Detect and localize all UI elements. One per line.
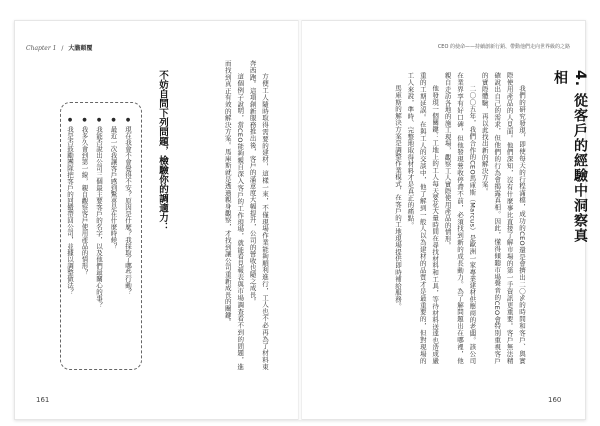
body-paragraph: 方便工人隨時取得需要的建材，這樣一來，不僅現場作業能夠順利進行，工人也不必再為了材料東奔西跑。這項創新服務推出後，客戶的滿意度大幅提升，公司的營收也隨之成長。 [248,60,269,370]
body-paragraph: 馬庫斯的解決方案是調整作業模式，在客戶的工地現場提供即時補給服務。 [393,85,402,310]
part-label: 大膽顛覆 [68,45,93,52]
question-item: ● 我是否鼓勵團隊把客戶的回饋帶回公司，並據以調整做法？ [65,117,76,357]
right-page-number: 160 [548,396,562,404]
left-page-body [155,60,271,370]
question-item: ● 現在我會不會覺得不安？原因是什麼？我採取了哪些行動？ [123,117,134,357]
chapter-number: 1 [52,45,57,52]
body-paragraph: 我們的研究發現，即使每天的行程滿檔，成功的CEO還是會擠出二〇%的時間和客戶、與實際使用產品的人見面。他們深知，沒有什麼事比直接了解市場的第一手資訊更重要。客戶無法精確說出自己的需求，但他們的行為會揭露真相。因此，懂得傾聽市場聲音的CEO會特別重視客戶的實際體驗，再以此找出新的解決方案。 [480,72,526,364]
sidebar-box-title: 不妨自問下列問題，檢驗你的調適力： [157,70,168,232]
header-separator: / [61,45,64,52]
right-running-header: CEO 的使命——持續創新行銷、帶動他們走向世界級的之路 [437,44,570,50]
question-item: ● 我能否說出公司三個最主要客戶的名字，以及他們最關心的事？ [94,117,105,357]
body-paragraph: 這個例子說明，當CEO能夠親自深入客戶的工作現場，就能看見報表與市場調查看不到的問題，進而找到真正有效的解決方案。馬庫斯就是透過親身觀察，才找到讓公司重新成長的關鍵。 [223,60,245,370]
question-sidebar-box [60,102,142,370]
chapter-label: Chapter [26,45,51,52]
left-page-number: 161 [36,396,50,404]
question-list [61,117,134,357]
section-number: 4. [572,70,588,88]
body-paragraph: 他發現一個關鍵：工地上的工人每天要花大量時間在尋找材料和工具，等待材料送達也造成嚴重的工期延誤。在與工人的交談中，他了解到一般人以為建材的品質才是最重要的，但對現場的工人來說，準時、完整地取得材料才是真正的痛點。 [406,72,440,364]
question-item: ● 最近一次我讓客戶感到驚喜是在什麼時候？ [108,117,119,357]
right-page-body [343,72,528,364]
book-gutter [298,20,302,420]
section-heading [550,70,590,255]
left-running-header [26,43,92,52]
body-paragraph: 二〇〇五年，我們合作的CEO馬庫斯（Marcus）是歐洲一家專業建材供應商的老闆。該公司在業界享有好口碑，但他發現營收停滯不前，必須找到新的成長動力。為了解問題出在哪裡，他親自走訪各地的施工現場，觀察工人實際使用產品的情形。 [443,72,477,364]
question-item: ● 我多久會到第一線，親自觀察客戶使用產品的情形？ [79,117,90,357]
section-title: 從客戶的經驗中洞察真相 [552,70,588,243]
